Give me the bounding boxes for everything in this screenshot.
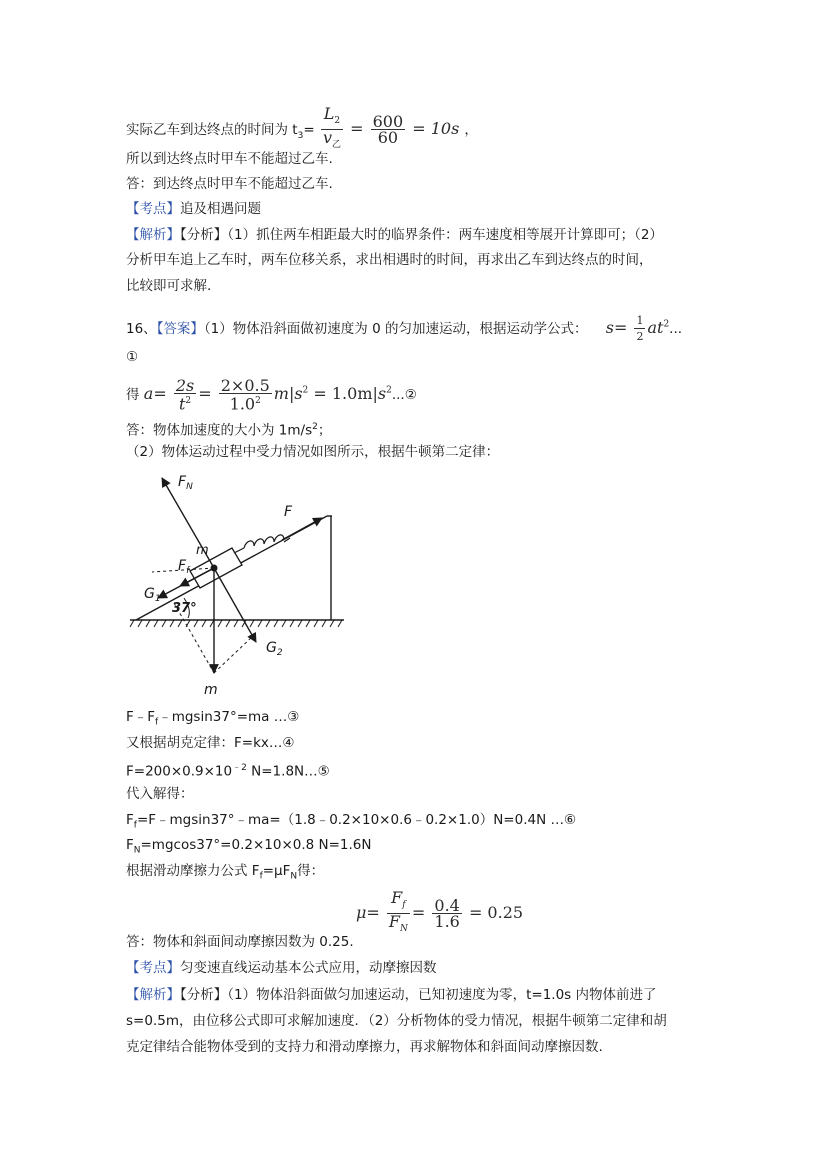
jiexi-line-3: 比较即可求解. [126, 278, 212, 294]
kaodian-line: 【考点】追及相遇问题 [126, 201, 261, 217]
label-angle: 37° [172, 601, 197, 616]
newton-eq: $F﹣F_f﹣mgsin37^\circ=ma$ …③ [126, 709, 300, 728]
mu-formula: μ= $\frac{F_f}{F_N}$ = $\frac{0.4}{1.6}$ = 0.25 [356, 888, 524, 935]
substitute-line: 代入解得： [126, 786, 194, 802]
hooke-eq: 又根据胡克定律：F=kx…④ [126, 735, 295, 751]
label-m-top: m [196, 543, 209, 558]
answer-line: 答：到达终点时甲车不能超过乙车. [126, 176, 333, 192]
mu-answer: 答：物体和斜面间动摩擦因数为 0.25. [126, 934, 354, 950]
label-m-bottom: m [204, 682, 218, 698]
label-f: F [284, 504, 293, 520]
acceleration-formula: a= $\frac{2s}{t^2}$ = $\frac{2\times 0.5}{1.0^2}$ $m|s^2 = 1.0m|s^2$ [143, 376, 392, 414]
fraction-l2-over-v: $\frac{L_2}{v_乙}$ [322, 104, 341, 151]
label-ff: $F_f$ [178, 558, 190, 576]
kaodian-tag: 【考点】 [126, 201, 180, 217]
label-g2: $G_2$ [266, 640, 283, 658]
answer-tag: 【答案】 [156, 321, 204, 337]
fraction-600-over-60: $\frac{600}{60}$ [372, 112, 404, 148]
jiexi-tag-2: 【解析】 [126, 987, 180, 1003]
jiexi2-line-2: s=0.5m，由位移公式即可求解加速度．（2）分析物体的受力情况，根据牛顿第二定律和胡 [126, 1013, 667, 1029]
circle-one: ① [126, 349, 139, 365]
ground [130, 620, 344, 627]
friction-eq: $F_f=F﹣mgsin37^\circ﹣ma=(1.8﹣0.2\times 10\times 0.6﹣0.2\times 1.0)N=0.4N$ …⑥ [126, 812, 577, 831]
q16-answer-line: 16、【答案】（1）物体沿斜面做初速度为 0 的匀加速运动，根据运动学公式： s= $\frac{1}{2}$ $at^2$... [126, 314, 683, 343]
jiexi-line-1: 【解析】【分析】（1）抓住两车相距最大时的临界条件：两车速度相等展开计算即可；（2） [126, 227, 663, 243]
pull-force-arrow [282, 518, 322, 540]
acceleration-formula-line: 得 a= $\frac{2s}{t^2}$ = $\frac{2\times 0.5}{1.0^2}$ $m|s^2$ = $1.0m|s^2...②$ [126, 376, 417, 414]
conclusion-line: 所以到达终点时甲车不能超过乙车. [126, 151, 333, 167]
jiexi-line-2: 分析甲车追上乙车时，两车位移关系，求出相遇时的时间，再求出乙车到达终点的时间， [126, 252, 653, 268]
friction-formula-line: 根据滑动摩擦力公式 $F_f=\mu F_N$得： [126, 863, 325, 882]
kaodian-tag-2: 【考点】 [126, 960, 180, 976]
jiexi-tag: 【解析】 [126, 227, 180, 243]
time-formula: $\frac{L_2}{v_乙}$ = $\frac{600}{60}$ = 10s [319, 119, 464, 138]
jiexi2-line-1: 【解析】【分析】（1）物体沿斜面做匀加速运动，已知初速度为零，t=1.0s 内物体前进了 [126, 987, 657, 1003]
spring-force-eq: $F=200\times 0.9\times 10^{﹣2}$ N=1.8N…⑤ [126, 763, 330, 780]
kaodian-line-2: 【考点】匀变速直线运动基本公式应用，动摩擦因数 [126, 960, 437, 976]
force-diagram [122, 470, 362, 702]
label-g1: $G_1$ [144, 586, 161, 604]
label-fn: $F_N$ [178, 474, 193, 492]
normal-eq: $F_N=mgcos37^\circ=0.2\times 10\times 0.8$ N=1.6N [126, 837, 372, 856]
force-analysis-intro: （2）物体运动过程中受力情况如图所示，根据牛顿第二定律： [126, 444, 500, 460]
jiexi2-line-3: 克定律结合能物体受到的支持力和滑动摩擦力，再求解物体和斜面间动摩擦因数. [126, 1039, 603, 1055]
spring [234, 535, 290, 553]
displacement-formula: s= $\frac{1}{2}$ $at^2$ [605, 314, 670, 343]
arrival-time-line: 实际乙车到达终点的时间为 $t_3=$ $\frac{L_2}{v_乙}$ = $\frac{600}{60}$ = 10s ， [126, 106, 478, 153]
acceleration-answer: 答：物体加速度的大小为 $1m/s^2$； [126, 422, 332, 439]
g2-arrow [214, 568, 256, 642]
